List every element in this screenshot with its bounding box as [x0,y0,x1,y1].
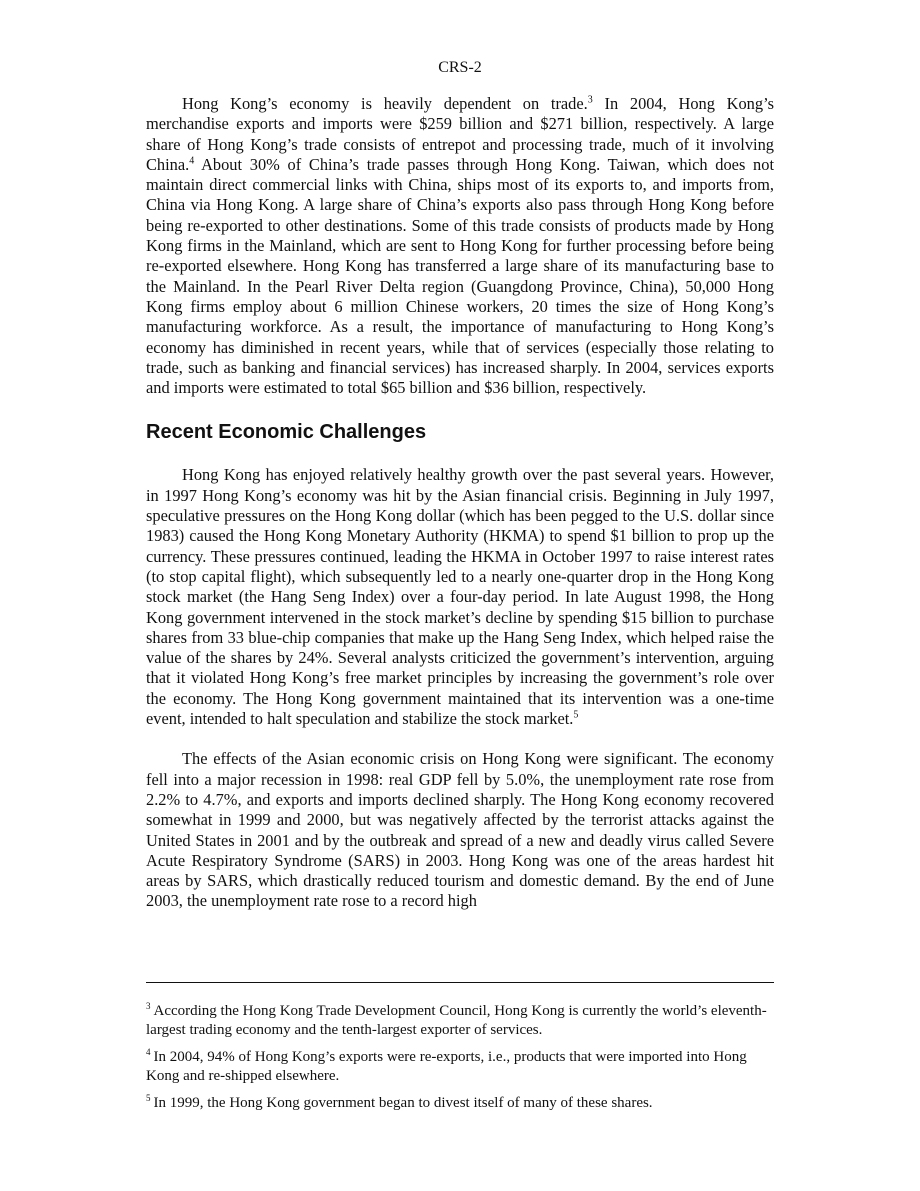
paragraph-trade-text-2: In 2004, Hong Kong’s merchandise exports and imports were $259 billion and $271 billion, respectively. A large share of Hong Kong’s trade consists of entrepot and processing trade, much of it involving China. [146,94,775,174]
paragraph-trade [146,94,774,398]
footnote-3 [146,1002,774,1039]
footnote-3-number: 3 [146,1001,151,1011]
footnote-4-text: In 2004, 94% of Hong Kong’s exports were re-exports, i.e., products that were imported into Hong Kong and re-shipped elsewhere. [146,1049,747,1084]
paragraph-crisis-effects-text: The effects of the Asian economic crisis on Hong Kong were significant. The economy fell into a major recession in 1998: real GDP fell by 5.0%, the unemployment rate rose from 2.2% to 4.7%, and exports and imports declined sharply. The Hong Kong economy recovered somewhat in 1999 and 2000, but was negatively affected by the terrorist attacks against the United States in 2001 and by the outbreak and spread of a new and deadly virus called Severe Acute Respiratory Syndrome (SARS) in 2003. Hong Kong was one of the areas hardest hit areas by SARS, which drastically reduced tourism and domestic demand. By the end of June 2003, the unemployment rate rose to a record high [146,749,774,911]
section-heading: Recent Economic Challenges [146,421,427,444]
footnote-4 [146,1048,774,1085]
footnote-ref-4[interactable]: 4 [189,155,195,167]
footnote-ref-3[interactable]: 3 [587,94,593,106]
footnote-3-text: According the Hong Kong Trade Development Council, Hong Kong is currently the world’s eleventh-largest trading economy and the tenth-largest exporter of services. [146,1003,767,1038]
body-text [146,94,774,912]
footnote-5 [146,1094,774,1113]
paragraph-financial-crisis-text: Hong Kong has enjoyed relatively healthy growth over the past several years. However, in 1997 Hong Kong’s economy was hit by the Asian financial crisis. Beginning in July 1997, speculative pressures on the Hong Kong dollar (which has been pegged to the U.S. dollar since 1983) caused the Hong Kong Monetary Authority (HKMA) to spend $1 billion to prop up the currency. These pressures continued, leading the HKMA in October 1997 to raise interest rates (to stop capital flight), which subsequently led to a nearly one-quarter drop in the Hong Kong stock market (the Hang Seng Index) over a four-day period. In late August 1998, the Hong Kong government intervened in the stock market’s decline by spending $15 billion to purchase shares from 33 blue-chip companies that make up the Hang Seng Index, which helped raise the value of the shares by 24%. Several analysts criticized the government’s intervention, arguing that it violated Hong Kong’s free market principles by increasing the government’s role over the economy. The Hong Kong government maintained that its intervention was a one-time event, intended to halt speculation and stabilize the stock market. [146,465,774,729]
footnote-4-number: 4 [146,1047,151,1057]
paragraph-trade-text-3: About 30% of China’s trade passes through Hong Kong. Taiwan, which does not maintain direct commercial links with China, ships most of its exports to, and imports from, China via Hong Kong. A large share of China’s exports also pass through Hong Kong before being re-exported to other destinations. Some of this trade consists of products made by Hong Kong firms in the Mainland, which are sent to Hong Kong for further processing before being re-exported elsewhere. Hong Kong has transferred a large share of its manufacturing base to the Mainland. In the Pearl River Delta region (Guangdong Province, China), 50,000 Hong Kong firms employ about 6 million Chinese workers, 20 times the size of Hong Kong’s manufacturing workforce. As a result, the importance of manufacturing to Hong Kong’s economy has diminished in recent years, while that of services (especially those relating to trade, such as banking and financial services) has increased sharply. In 2004, services exports and imports were estimated to total $65 billion and $36 billion, respectively. [146,154,774,398]
paragraph-trade-text-1: Hong Kong’s economy is heavily dependent on trade. [182,94,588,113]
paragraph-crisis-effects [146,749,774,911]
footnote-divider [146,982,774,983]
paragraph-financial-crisis [146,465,774,729]
footnote-5-text: In 1999, the Hong Kong government began to divest itself of many of these shares. [153,1095,653,1111]
footnotes-section [146,1002,774,1122]
footnote-5-number: 5 [146,1093,151,1103]
footnote-ref-5[interactable]: 5 [573,709,579,721]
page-number-header: CRS-2 [438,59,482,76]
